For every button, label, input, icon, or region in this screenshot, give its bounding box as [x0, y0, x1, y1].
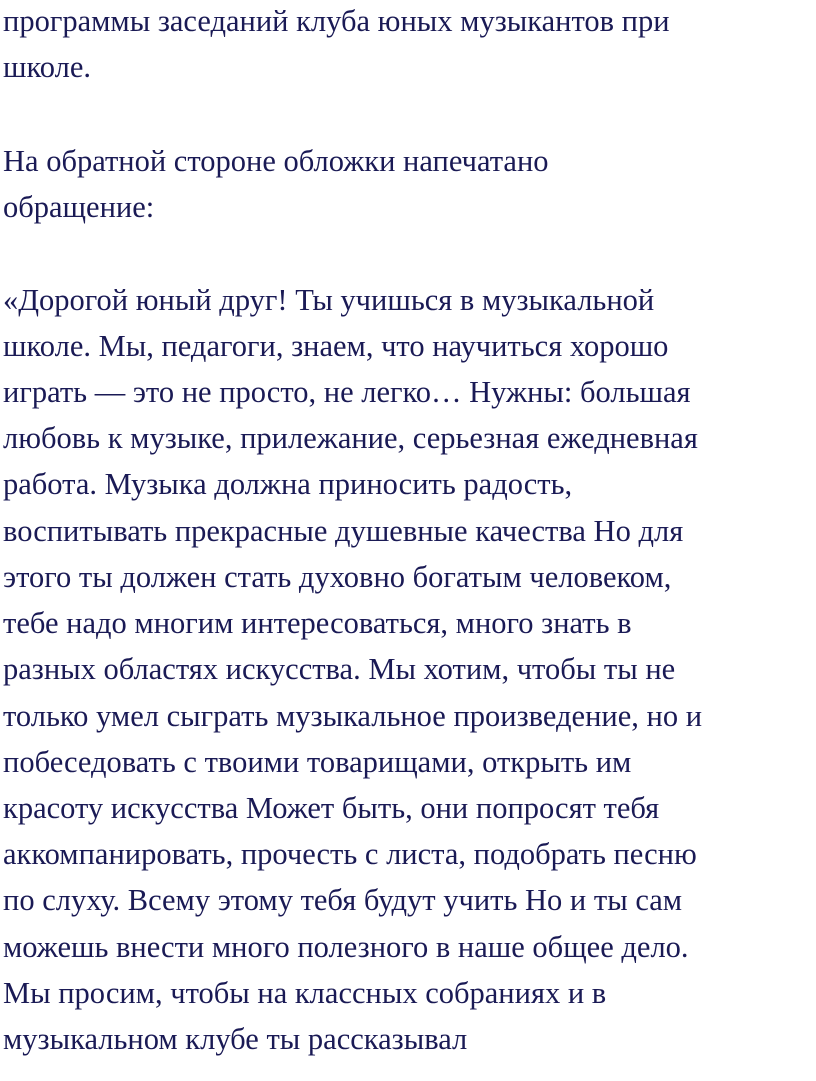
- text-line-intro-2: школе.: [3, 50, 91, 84]
- text-line-address-12: красоту искусства Может быть, они попросят тебя: [3, 791, 660, 825]
- text-line-address-10: только умел сыграть музыкальное произведение, но и: [3, 699, 703, 733]
- text-line-address-6: воспитывать прекрасные душевные качества Но для: [3, 514, 684, 548]
- text-line-address-14: по слуху. Всему этому тебя будут учить Но и ты сам: [3, 883, 683, 917]
- text-line-intro-1: программы заседаний клуба юных музыкантов при: [3, 4, 670, 38]
- text-line-cover-note-1: На обратной стороне обложки напечатано: [3, 144, 549, 178]
- text-line-address-8: тебе надо многим интересоваться, много знать в: [3, 606, 632, 640]
- text-line-address-15: можешь внести много полезного в наше общее дело.: [3, 930, 689, 964]
- text-line-address-2: школе. Мы, педагоги, знаем, что научиться хорошо: [3, 329, 669, 363]
- text-line-address-17: музыкальном клубе ты рассказывал: [3, 1022, 468, 1056]
- text-line-address-16: Мы просим, чтобы на классных собраниях и в: [3, 976, 607, 1010]
- text-line-address-3: играть — это не просто, не легко… Нужны: большая: [3, 375, 691, 409]
- text-line-address-7: этого ты должен стать духовно богатым человеком,: [3, 560, 672, 594]
- text-line-address-13: аккомпанировать, прочесть с листа, подобрать песню: [3, 837, 697, 871]
- text-line-cover-note-2: обращение:: [3, 190, 155, 224]
- text-line-address-11: побеседовать с твоими товарищами, открыть им: [3, 745, 632, 779]
- text-line-address-1: «Дорогой юный друг! Ты учишься в музыкальной: [3, 283, 655, 317]
- text-line-address-9: разных областях искусства. Мы хотим, чтобы ты не: [3, 652, 676, 686]
- text-line-address-5: работа. Музыка должна приносить радость,: [3, 467, 573, 501]
- text-line-address-4: любовь к музыке, прилежание, серьезная ежедневная: [3, 421, 698, 455]
